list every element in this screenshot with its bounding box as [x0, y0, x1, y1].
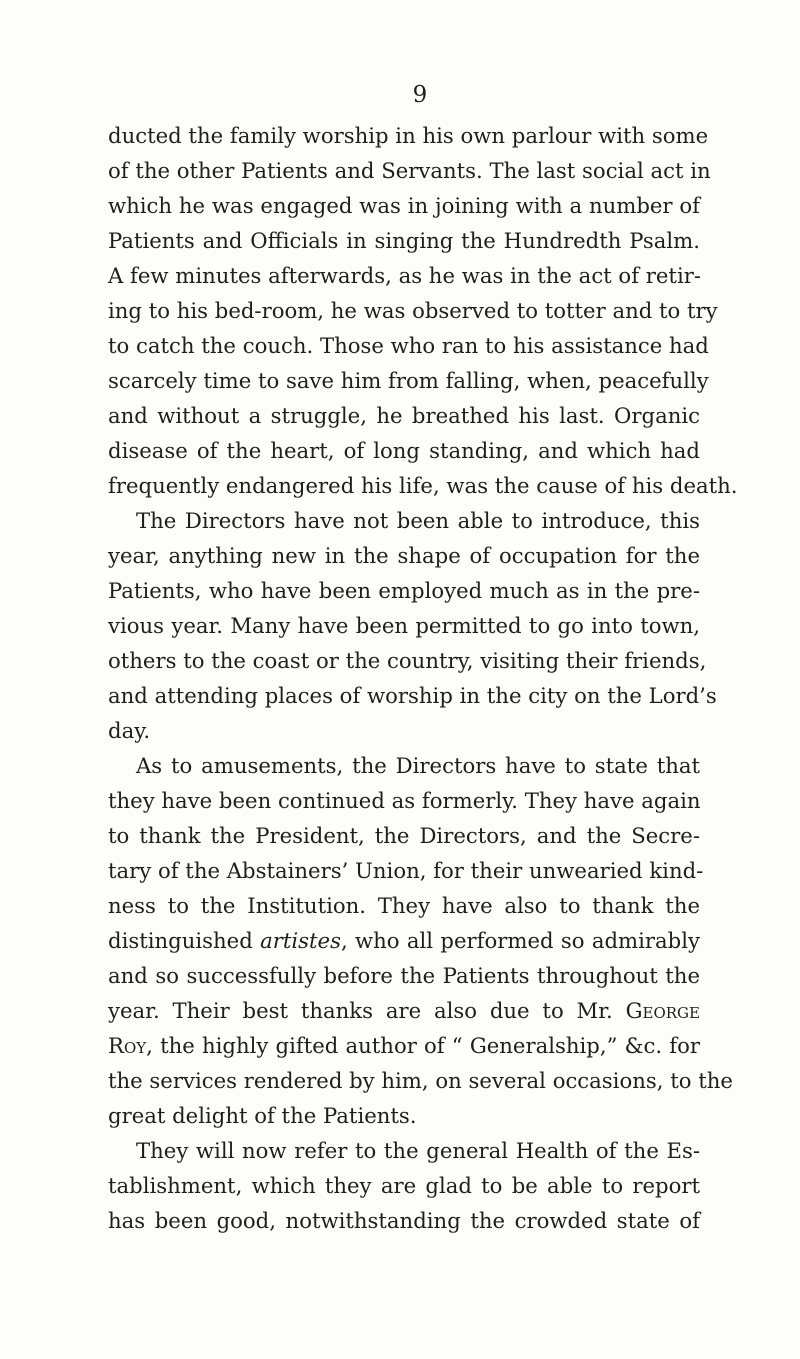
- text-line: great delight of the Patients.: [108, 1103, 417, 1128]
- paragraph-start-line: The Directors have not been able to introduce, this: [136, 508, 700, 533]
- text-line: [108, 993, 700, 1028]
- text-line: disease of the heart, of long standing, and which had: [108, 438, 700, 463]
- text-fragment: , the highly gifted author of “ Generalship,” &c. for: [146, 1033, 700, 1058]
- text-line: scarcely time to save him from falling, when, peacefully: [108, 368, 709, 393]
- text-line: A few minutes afterwards, as he was in the act of retir-: [108, 263, 702, 288]
- paragraph-start-line: As to amusements, the Directors have to state that: [136, 753, 700, 778]
- text-line: year, anything new in the shape of occupation for the: [108, 543, 700, 568]
- text-line: ing to his bed-room, he was observed to totter and to try: [108, 298, 718, 323]
- text-line: [108, 1028, 700, 1063]
- text-line: which he was engaged was in joining with a number of: [108, 193, 700, 218]
- page-number: 9: [412, 82, 428, 108]
- text-line: they have been continued as formerly. They have again: [108, 788, 701, 813]
- text-fragment: year. Their best thanks are also due to Mr.: [108, 998, 626, 1023]
- text-line: [108, 923, 700, 958]
- small-caps-name: Roy: [108, 1033, 147, 1058]
- paragraph-start-line: They will now refer to the general Health of the Es-: [136, 1138, 700, 1163]
- text-line: others to the coast or the country, visiting their friends,: [108, 648, 707, 673]
- text-line: the services rendered by him, on several occasions, to the: [108, 1068, 733, 1093]
- text-line: has been good, notwithstanding the crowded state of: [108, 1208, 700, 1233]
- text-line: ducted the family worship in his own parlour with some: [108, 123, 709, 148]
- body-text: [108, 118, 738, 1238]
- text-line: ness to the Institution. They have also to thank the: [108, 893, 700, 918]
- text-line: Patients and Officials in singing the Hundredth Psalm.: [108, 228, 700, 253]
- text-line: of the other Patients and Servants. The last social act in: [108, 158, 711, 183]
- text-line: to thank the President, the Directors, and the Secre-: [108, 823, 700, 848]
- italic-word: artistes: [260, 928, 341, 953]
- text-line: and so successfully before the Patients throughout the: [108, 963, 700, 988]
- text-line: and without a struggle, he breathed his last. Organic: [108, 403, 700, 428]
- text-line: day.: [108, 718, 151, 743]
- text-line: tary of the Abstainers’ Union, for their unwearied kind-: [108, 858, 704, 883]
- text-line: frequently endangered his life, was the cause of his death.: [108, 473, 738, 498]
- text-line: tablishment, which they are glad to be able to report: [108, 1173, 700, 1198]
- text-fragment: distinguished: [108, 928, 261, 953]
- small-caps-name: George: [625, 998, 700, 1023]
- text-line: vious year. Many have been permitted to go into town,: [108, 613, 700, 638]
- text-line: and attending places of worship in the city on the Lord’s: [108, 683, 717, 708]
- text-line: Patients, who have been employed much as in the pre-: [108, 578, 700, 603]
- text-line: to catch the couch. Those who ran to his assistance had: [108, 333, 709, 358]
- text-fragment: , who all performed so admirably: [340, 928, 700, 953]
